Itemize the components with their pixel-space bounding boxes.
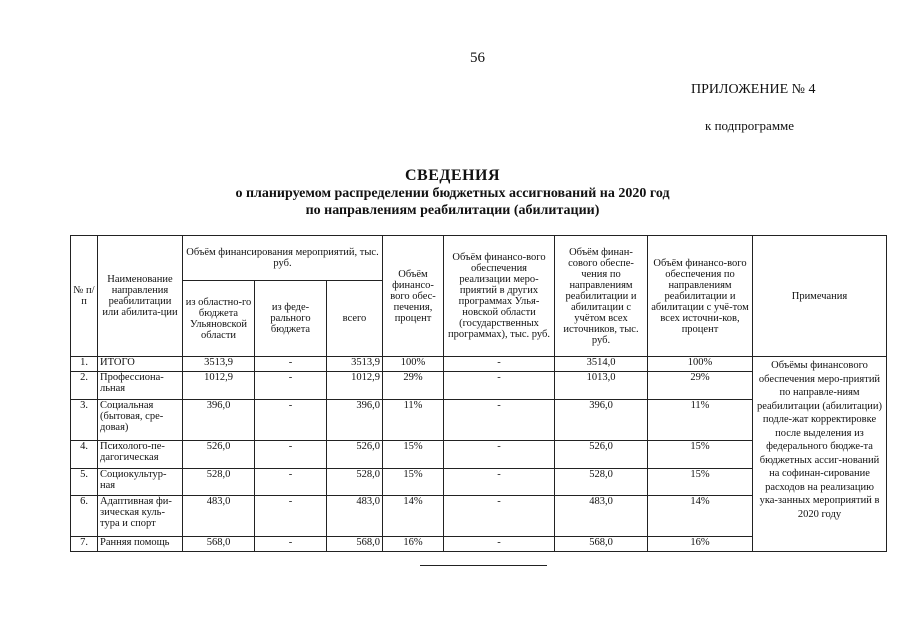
row-percent: 16% [383,537,444,552]
row-federal: - [255,400,327,441]
title-line-3: по направлениям реабилитации (абилитации) [305,203,600,218]
row-all-percent: 15% [648,441,753,469]
row-total: 568,0 [327,537,383,552]
row-regional: 528,0 [183,469,255,496]
budget-table [70,235,887,552]
row-federal: - [255,357,327,372]
row-all-sources: 396,0 [555,400,648,441]
header-num: № п/п [71,236,98,357]
row-total: 526,0 [327,441,383,469]
row-name: Профессиона-льная [98,372,183,400]
row-regional: 568,0 [183,537,255,552]
row-regional: 3513,9 [183,357,255,372]
header-funding-percent: Объём финансо-вого обес-печения, процент [383,236,444,357]
header-all-sources-percent: Объём финансо-вого обеспечения по направлениям реабилитации и абилитации с учё-том всех источни-ков, процент [648,236,753,357]
header-all-sources: Объём финан-сового обеспе-чения по направлениям реабилитации и абилитации с учётом всех источников, тыс. руб. [555,236,648,357]
appendix-sub: к подпрограмме [705,118,795,133]
row-all-percent: 29% [648,372,753,400]
row-total: 396,0 [327,400,383,441]
header-other-programs: Объём финансо-вого обеспечения реализации меро-приятий в других программах Улья-новской области (государственных программах), тыс. руб. [444,236,555,357]
row-all-percent: 14% [648,496,753,537]
row-other: - [444,469,555,496]
row-num: 7. [71,537,98,552]
row-num: 1. [71,357,98,372]
row-percent: 15% [383,469,444,496]
row-percent: 100% [383,357,444,372]
row-name: ИТОГО [98,357,183,372]
row-other: - [444,537,555,552]
row-num: 6. [71,496,98,537]
row-total: 1012,9 [327,372,383,400]
row-federal: - [255,469,327,496]
row-all-sources: 3514,0 [555,357,648,372]
row-total: 528,0 [327,469,383,496]
row-num: 5. [71,469,98,496]
row-all-sources: 1013,0 [555,372,648,400]
row-other: - [444,400,555,441]
title-line-1: СВЕДЕНИЯ [404,167,501,184]
closing-rule [420,565,547,566]
header-regional: из областно-го бюджета Ульяновской области [183,281,255,357]
appendix-label: ПРИЛОЖЕНИЕ № 4 [691,82,816,97]
row-name: Социокультур-ная [98,469,183,496]
row-regional: 1012,9 [183,372,255,400]
row-name: Ранняя помощь [98,537,183,552]
header-federal: из феде-рального бюджета [255,281,327,357]
row-regional: 396,0 [183,400,255,441]
row-federal: - [255,372,327,400]
header-direction: Наименование направления реабилитации или абилита-ции [98,236,183,357]
row-all-percent: 100% [648,357,753,372]
row-all-percent: 15% [648,469,753,496]
table-row [71,357,887,372]
row-name: Адаптивная фи-зическая куль-тура и спорт [98,496,183,537]
row-total: 483,0 [327,496,383,537]
row-num: 2. [71,372,98,400]
row-other: - [444,357,555,372]
row-regional: 526,0 [183,441,255,469]
notes-cell: Объёмы финансового обеспечения меро-приятий по направле-ниям реабилитации (абилитации) подле-жат корректировке после выделения из федерального бюдже-та бюджетных ассиг-нований на софинан-сирование расходов на реализацию ука-занных мероприятий в 2020 году [753,357,887,552]
row-all-sources: 526,0 [555,441,648,469]
header-notes: Примечания [753,236,887,357]
row-total: 3513,9 [327,357,383,372]
row-all-sources: 568,0 [555,537,648,552]
document-title [0,167,905,219]
row-percent: 15% [383,441,444,469]
row-all-sources: 528,0 [555,469,648,496]
row-num: 3. [71,400,98,441]
row-all-percent: 11% [648,400,753,441]
row-other: - [444,496,555,537]
row-regional: 483,0 [183,496,255,537]
row-name: Психолого-пе-дагогическая [98,441,183,469]
row-federal: - [255,441,327,469]
row-percent: 14% [383,496,444,537]
header-total: всего [327,281,383,357]
row-all-sources: 483,0 [555,496,648,537]
row-federal: - [255,537,327,552]
row-name: Социальная (бытовая, сре-довая) [98,400,183,441]
row-other: - [444,372,555,400]
row-percent: 29% [383,372,444,400]
row-other: - [444,441,555,469]
page-number: 56 [470,50,485,66]
row-num: 4. [71,441,98,469]
row-percent: 11% [383,400,444,441]
row-all-percent: 16% [648,537,753,552]
title-line-2: о планируемом распределении бюджетных ассигнований на 2020 год [235,186,670,201]
row-federal: - [255,496,327,537]
header-funding-group: Объём финансирования мероприятий, тыс. руб. [183,236,383,281]
